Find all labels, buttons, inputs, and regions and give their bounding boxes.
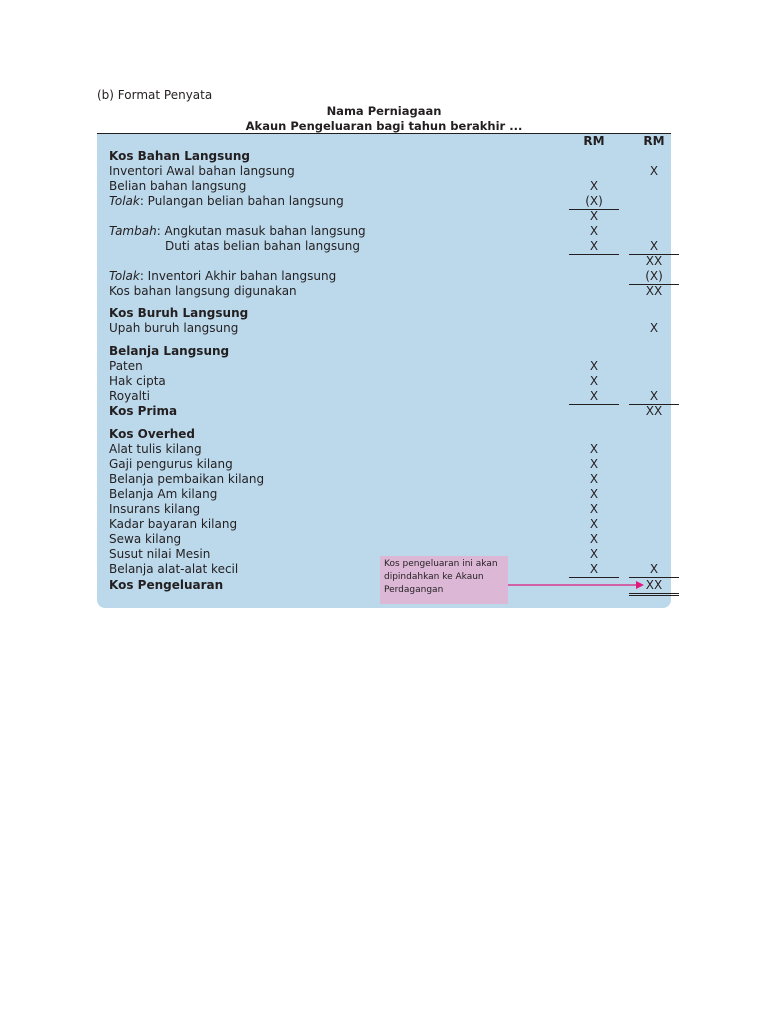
row-label-text: Belanja pembaikan kilang [109, 472, 265, 486]
row-label-text: : Angkutan masuk bahan langsung [156, 224, 366, 238]
statement-row [97, 344, 671, 359]
row-label-text: Kos Bahan Langsung [109, 149, 250, 163]
amount-col-1: X [569, 239, 619, 255]
row-label [109, 532, 181, 547]
column-header-rm-1: RM [583, 134, 605, 148]
amount-col-2: X [629, 389, 679, 405]
statement-row [97, 404, 671, 419]
amount-col-2: X [649, 321, 659, 335]
column-header-rm-2: RM [643, 134, 665, 148]
row-label [109, 427, 195, 442]
amount-col-1: X [589, 179, 599, 193]
amount-col-1: X [589, 442, 599, 456]
row-label-text: Belanja Am kilang [109, 487, 218, 501]
row-label-text: Susut nilai Mesin [109, 547, 211, 561]
transfer-note: Kos pengeluaran ini akan dipindahkan ke Akaun Perdagangan [380, 556, 508, 604]
row-label-text: : Pulangan belian bahan langsung [139, 194, 344, 208]
amount-col-1: X [589, 517, 599, 531]
amount-col-1: X [569, 389, 619, 405]
statement-row [97, 472, 671, 487]
amount-col-1: X [589, 359, 599, 373]
row-label-text: Belian bahan langsung [109, 179, 247, 193]
statement-subtitle: Akaun Pengeluaran bagi tahun berakhir ... [245, 119, 523, 133]
row-label [109, 517, 237, 532]
row-label [109, 284, 297, 299]
statement-row [97, 284, 671, 299]
row-label [109, 578, 223, 593]
row-label-text: Royalti [109, 389, 150, 403]
statement-row [97, 239, 671, 254]
amount-col-2: XX [629, 578, 679, 596]
statement-title: Nama Perniagaan [326, 104, 442, 118]
amount-col-2: (X) [629, 269, 679, 285]
row-label-text: Kos Overhed [109, 427, 196, 441]
section-caption: (b) Format Penyata [97, 88, 213, 102]
row-label [109, 457, 233, 472]
amount-col-2: XX [645, 254, 663, 268]
row-label-text: Paten [109, 359, 143, 373]
row-label [109, 442, 202, 457]
row-label [109, 306, 248, 321]
row-label [109, 547, 210, 562]
row-label-text: : Inventori Akhir bahan langsung [139, 269, 337, 283]
row-label [109, 164, 295, 179]
statement-row [97, 149, 671, 164]
row-label-text: Duti atas belian bahan langsung [165, 239, 360, 253]
row-label [109, 149, 250, 164]
statement-row [97, 306, 671, 321]
statement-row [97, 442, 671, 457]
row-label-text: Sewa kilang [109, 532, 182, 546]
row-label-text: Kadar bayaran kilang [109, 517, 238, 531]
statement-row [97, 457, 671, 472]
statement-row [97, 487, 671, 502]
row-label [109, 321, 238, 336]
row-label [109, 179, 246, 194]
statement-row [97, 194, 671, 209]
row-label [109, 194, 344, 209]
statement-row [97, 427, 671, 442]
amount-col-2: X [629, 562, 679, 578]
amount-col-1: X [589, 532, 599, 546]
statement-row [97, 532, 671, 547]
row-label [165, 239, 360, 254]
row-label [109, 389, 150, 404]
amount-col-1: X [589, 224, 599, 238]
statement-panel [97, 133, 671, 608]
amount-col-2: XX [645, 284, 663, 298]
column-header-row [97, 134, 671, 149]
row-label [109, 562, 238, 577]
amount-col-1: (X) [569, 194, 619, 210]
statement-row [97, 359, 671, 374]
statement-row [97, 502, 671, 517]
row-label [109, 374, 166, 389]
row-label [109, 224, 366, 239]
statement-row [97, 179, 671, 194]
amount-col-1: X [569, 562, 619, 578]
row-label-text: Belanja alat-alat kecil [109, 562, 239, 576]
row-label-text: Inventori Awal bahan langsung [109, 164, 295, 178]
row-label-text: Insurans kilang [109, 502, 201, 516]
statement-row [97, 389, 671, 404]
row-label [109, 487, 217, 502]
amount-col-1: X [589, 457, 599, 471]
amount-col-2: XX [645, 404, 663, 418]
row-label [109, 344, 229, 359]
row-label-text: Upah buruh langsung [109, 321, 239, 335]
amount-col-1: X [589, 472, 599, 486]
row-label [109, 269, 336, 284]
row-label-text: Kos Pengeluaran [109, 578, 224, 592]
row-label [109, 359, 143, 374]
statement-row [97, 517, 671, 532]
row-label [109, 404, 177, 419]
statement-row [97, 321, 671, 336]
amount-col-2: X [629, 239, 679, 255]
row-label-text: Kos bahan langsung digunakan [109, 284, 297, 298]
row-label-text: Kos Buruh Langsung [109, 306, 249, 320]
amount-col-1: X [589, 209, 599, 223]
row-label-prefix: Tolak [109, 269, 140, 283]
row-label-text: Hak cipta [109, 374, 166, 388]
amount-col-1: X [589, 502, 599, 516]
row-label-text: Belanja Langsung [109, 344, 230, 358]
statement-row [97, 254, 671, 269]
row-label-text: Gaji pengurus kilang [109, 457, 233, 471]
statement-row [97, 164, 671, 179]
arrow-right-icon [508, 577, 648, 593]
row-label-text: Kos Prima [109, 404, 178, 418]
row-label-prefix: Tambah [109, 224, 157, 238]
amount-col-1: X [589, 487, 599, 501]
row-label [109, 502, 200, 517]
row-label-prefix: Tolak [109, 194, 140, 208]
amount-col-1: X [589, 547, 599, 561]
amount-col-1: X [589, 374, 599, 388]
row-label-text: Alat tulis kilang [109, 442, 202, 456]
statement-row [97, 224, 671, 239]
statement-row [97, 269, 671, 284]
amount-col-2: X [649, 164, 659, 178]
statement-row [97, 209, 671, 224]
row-label [109, 472, 264, 487]
statement-row [97, 374, 671, 389]
